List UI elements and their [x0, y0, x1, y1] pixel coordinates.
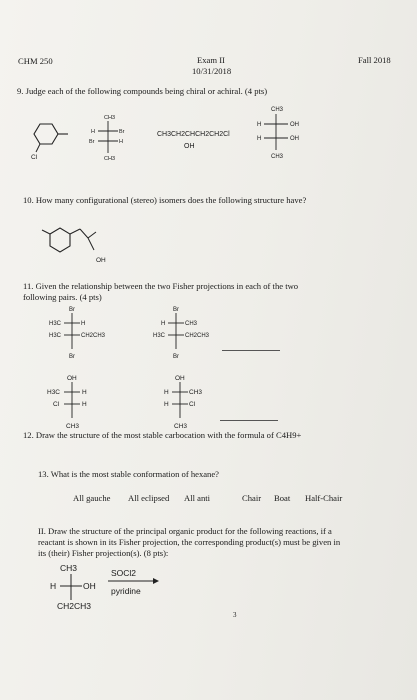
reaction-arrow-icon: [153, 578, 159, 584]
q10-prompt: 10. How many configurational (stereo) isomers does the following structure have?: [23, 195, 307, 205]
p1l-r1-left: H3C: [49, 321, 62, 327]
q13-option-all-gauche[interactable]: All gauche: [73, 493, 111, 503]
p2l-r1-left: H3C: [47, 389, 61, 396]
q9c-formula: CH3CH2CHCH2CH2Cl: [157, 131, 230, 138]
p1r-bottom: Br: [173, 354, 179, 360]
p1r-top: Br: [173, 307, 179, 313]
exam-title: Exam II: [197, 55, 225, 65]
q9-cyclohexane-structure: [30, 112, 80, 162]
partII-line2: reactant is shown in its Fisher projection, the corresponding product(s) must be given in: [38, 537, 341, 547]
partII-reaction: [45, 562, 205, 624]
p1r-r1-right: CH3: [185, 321, 198, 327]
partII-line1: II. Draw the structure of the principal organic product for the following reactions, if a: [38, 526, 332, 536]
p1r-r2-left: H3C: [153, 333, 166, 339]
page-number: 3: [233, 611, 237, 619]
p1r-r1-left: H: [161, 321, 166, 327]
term-label: Fall 2018: [358, 55, 391, 65]
q11-pair1-left: [44, 303, 114, 363]
partII-reactant-left: H: [50, 581, 57, 591]
q9b-r1-right: Br: [119, 129, 125, 135]
q13-option-all-anti[interactable]: All anti: [184, 493, 211, 503]
q11-pair2-right: [158, 372, 223, 434]
q9d-r1-left: H: [257, 122, 262, 128]
exam-date: 10/31/2018: [192, 66, 232, 76]
p1l-top: Br: [69, 307, 75, 313]
q9-fischer-d: [254, 104, 306, 162]
q11-prompt-line1: 11. Given the relationship between the two Fisher projections in each of the two: [23, 281, 299, 291]
q13-option-all-eclipsed[interactable]: All eclipsed: [128, 493, 170, 503]
p2r-r2-right: Cl: [189, 401, 196, 408]
p2r-r2-left: H: [164, 401, 169, 408]
p2r-r1-left: H: [164, 389, 169, 396]
partII-reagent-top: SOCl2: [111, 568, 137, 578]
p2r-top: OH: [175, 375, 185, 382]
p2l-r2-left: Cl: [53, 401, 60, 408]
q9b-bottom: CH3: [104, 156, 116, 162]
q9-fischer-b: [88, 113, 128, 163]
p2r-r1-right: CH3: [189, 389, 203, 396]
q9a-cl-label: Cl: [31, 154, 38, 161]
q12-prompt: 12. Draw the structure of the most stable carbocation with the formula of C4H9+: [23, 430, 302, 440]
p2l-r2-right: H: [82, 401, 87, 408]
q11-pair2-left: [44, 372, 114, 434]
q9d-bottom: CH3: [271, 154, 284, 160]
q9b-r2-left: Br: [89, 139, 95, 145]
q9d-r2-left: H: [257, 136, 262, 142]
p2l-top: OH: [67, 375, 77, 382]
partII-line3: its (their) Fisher projection(s). (8 pts):: [38, 548, 169, 558]
q10-structure: [40, 222, 120, 270]
q13-option-half-chair[interactable]: Half-Chair: [305, 493, 343, 503]
p1l-r1-right: H: [81, 321, 86, 327]
q11-prompt-line2: following pairs. (4 pts): [23, 292, 102, 302]
q9d-r2-right: OH: [290, 136, 299, 142]
partII-reactant-top: CH3: [60, 563, 78, 573]
q11-pair1-answer-line[interactable]: [222, 350, 280, 351]
p2r-bottom: CH3: [174, 423, 188, 430]
partII-reactant-bottom: CH2CH3: [57, 601, 92, 611]
p2l-r1-right: H: [82, 389, 87, 396]
p1l-r2-right: CH2CH3: [81, 333, 106, 339]
p2l-bottom: CH3: [66, 423, 80, 430]
q13-prompt: 13. What is the most stable conformation of hexane?: [38, 469, 219, 479]
course-label: CHM 250: [18, 56, 53, 66]
q10-oh-label: OH: [96, 257, 106, 264]
partII-reagent-bottom: pyridine: [111, 586, 141, 596]
q9b-r2-right: H: [119, 139, 123, 145]
p1l-bottom: Br: [69, 354, 75, 360]
q9d-r1-right: OH: [290, 122, 299, 128]
q11-pair2-answer-line[interactable]: [220, 420, 278, 421]
q9b-r1-left: H: [91, 129, 95, 135]
q11-pair1-right: [146, 303, 221, 363]
p1l-r2-left: H3C: [49, 333, 62, 339]
q13-option-boat[interactable]: Boat: [274, 493, 291, 503]
q9-prompt: 9. Judge each of the following compounds being chiral or achiral. (4 pts): [17, 86, 268, 96]
q9d-top: CH3: [271, 107, 284, 113]
q9c-oh: OH: [184, 143, 195, 150]
partII-reactant-right: OH: [83, 581, 96, 591]
q9b-top: CH3: [104, 115, 116, 121]
p1r-r2-right: CH2CH3: [185, 333, 210, 339]
q13-option-chair[interactable]: Chair: [242, 493, 262, 503]
